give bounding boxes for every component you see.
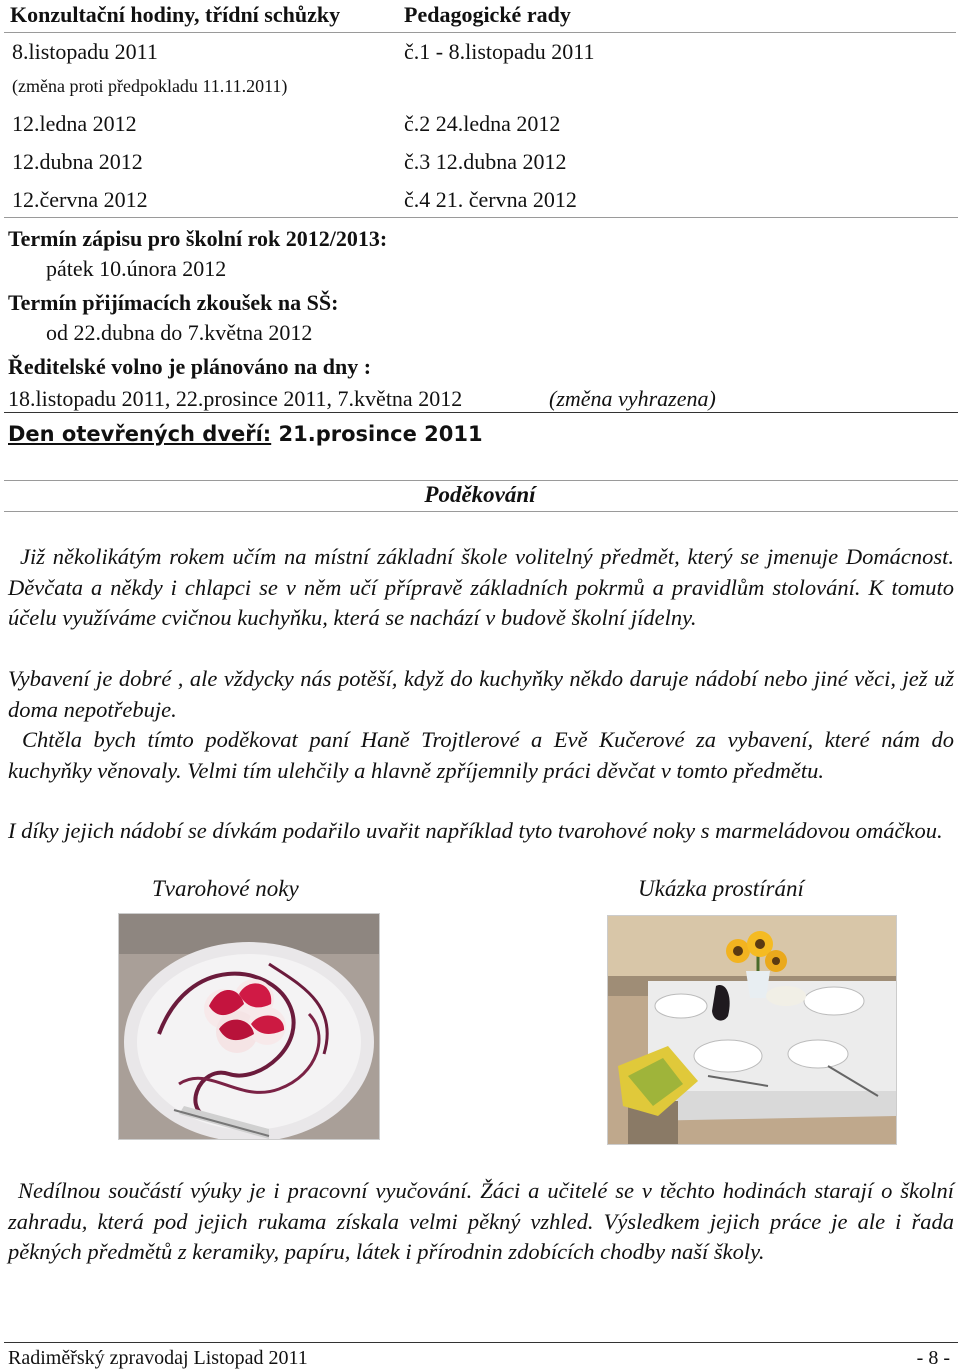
- thanks-paragraph-1: Již několikátým rokem učím na místní základní škole volitelný předmět, který se jmenuje Domácnost. Děvčata a někdy i chlapci se v něm učí přípravě základních pokrmů a pravidlům stolování. K tomuto účelu využíváme cvičnou kuchyňku, která se nachází v budově školní jídelny.: [8, 544, 954, 630]
- enrollment-heading: Termín zápisu pro školní rok 2012/2013:: [8, 226, 388, 251]
- caption-left: Tvarohové noky: [152, 876, 299, 901]
- consultation-date-3: 12.dubna 2012: [12, 149, 143, 174]
- table-setting-photo: [607, 915, 897, 1145]
- consultation-heading: Konzultační hodiny, třídní schůzky: [10, 2, 341, 27]
- consultation-note: (změna proti předpokladu 11.11.2011): [12, 76, 288, 96]
- entrance-exams-date: od 22.dubna do 7.května 2012: [46, 320, 313, 345]
- consultation-date-4: 12.června 2012: [12, 187, 148, 212]
- days-off-rule: [4, 412, 958, 413]
- dumplings-photo: [118, 913, 380, 1140]
- thanks-paragraph-4: I díky jejich nádobí se dívkám podařilo uvařit například tyto tvarohové noky s marmeládovou omáčkou.: [8, 818, 943, 843]
- consultation-date-1: 8.listopadu 2011: [12, 39, 158, 64]
- entrance-exams-heading: Termín přijímacích zkoušek na SŠ:: [8, 290, 339, 315]
- thanks-top-rule: [4, 480, 958, 481]
- days-off-note: (změna vyhrazena): [549, 386, 716, 411]
- footer-page-number: - 8 -: [916, 1347, 950, 1369]
- table-divider: [4, 32, 956, 33]
- closing-paragraph: Nedílnou součástí výuky je i pracovní vyučování. Žáci a učitelé se v těchto hodinách starají o školní zahradu, která pod jejich rukama získala velmi pěkný vzhled. Výsledkem jejich práce je ale i řada pěkných předmětů z keramiky, papíru, látek i přírodnin zdobících chodby naší školy.: [8, 1178, 954, 1264]
- thanks-paragraph-3: Chtěla bych tímto poděkovat paní Haně Trojtlerové a Evě Kučerové za vybavení, které nám do kuchyňky věnovaly. Velmi tím ulehčily a hlavně zpříjemnily práci děvčat v tomto předmětu.: [8, 727, 954, 783]
- open-day-label: Den otevřených dveří:: [8, 422, 272, 446]
- consultation-date-2: 12.ledna 2012: [12, 111, 137, 136]
- days-off-heading: Ředitelské volno je plánováno na dny :: [8, 354, 372, 379]
- footer-rule: [4, 1342, 958, 1343]
- thanks-title: Poděkování: [424, 482, 536, 507]
- thanks-bottom-rule: [4, 511, 958, 512]
- caption-right: Ukázka prostírání: [638, 876, 804, 901]
- teacher-meetings-heading: Pedagogické rady: [404, 2, 571, 27]
- days-off-dates: 18.listopadu 2011, 22.prosince 2011, 7.května 2012: [8, 386, 463, 411]
- meeting-date-2: č.2 24.ledna 2012: [404, 111, 561, 136]
- meeting-date-3: č.3 12.dubna 2012: [404, 149, 567, 174]
- meeting-date-4: č.4 21. června 2012: [404, 187, 577, 212]
- meeting-date-1: č.1 - 8.listopadu 2011: [404, 39, 595, 64]
- open-day: [8, 422, 483, 446]
- footer-title: Radiměřský zpravodaj Listopad 2011: [8, 1347, 308, 1369]
- enrollment-date: pátek 10.února 2012: [46, 256, 227, 281]
- open-day-date: 21.prosince 2011: [271, 422, 483, 446]
- thanks-paragraph-2: Vybavení je dobré , ale vždycky nás potěší, když do kuchyňky někdo daruje nádobí nebo jiné věci, jež už doma nepotřebuje.: [8, 666, 954, 722]
- table-bottom-rule: [4, 217, 958, 218]
